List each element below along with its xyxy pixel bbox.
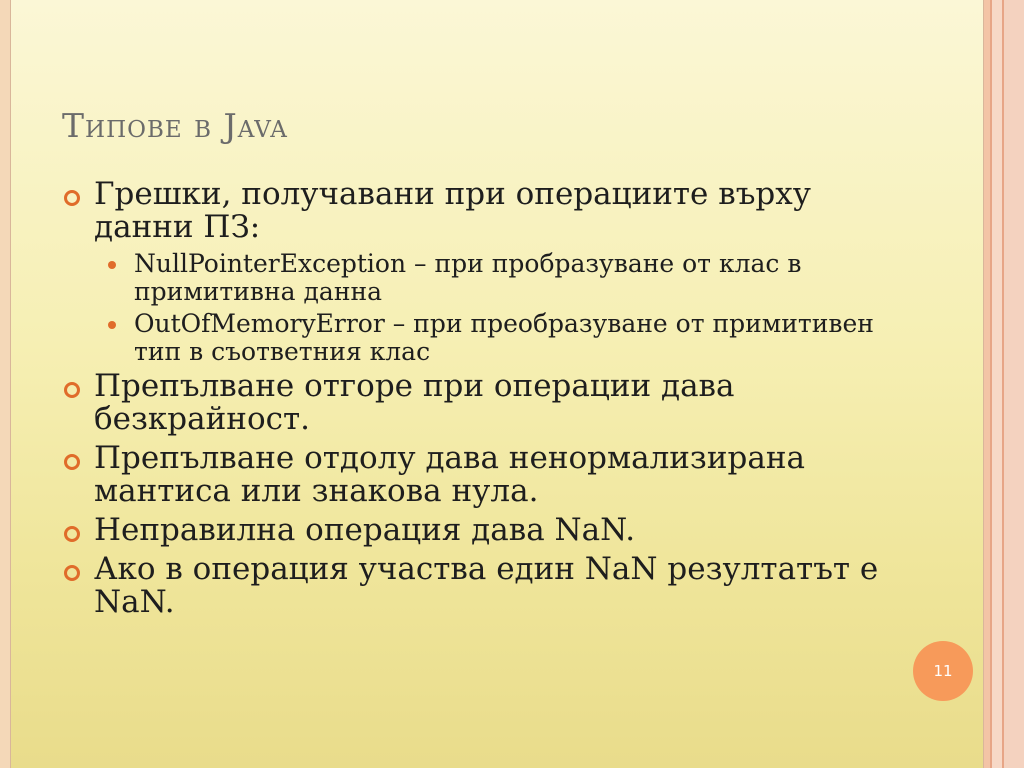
slide-body — [60, 178, 890, 625]
ring-bullet-icon — [64, 565, 80, 581]
stripe — [1004, 0, 1024, 768]
slide-title: Типове в Java — [62, 106, 288, 145]
page-number-badge: 11 — [913, 641, 973, 701]
sub-bullet-text: OutOfMemoryError – при преобразуване от примитивен тип в съответния клас — [134, 309, 874, 366]
ring-bullet-icon — [64, 190, 80, 206]
sub-bullet-text: NullPointerException – при пробразуване от клас в примитивна данна — [134, 249, 802, 306]
bullet-item — [60, 442, 890, 508]
decorative-stripes — [984, 0, 1024, 768]
bullet-item — [60, 514, 890, 547]
bullet-text: Препълване отгоре при операции дава безкрайност. — [94, 368, 735, 437]
bullet-text: Неправилна операция дава NaN. — [94, 512, 636, 548]
stripe — [992, 0, 1002, 768]
bullet-item — [60, 553, 890, 619]
ring-bullet-icon — [64, 526, 80, 542]
bullet-text: Грешки, получавани при операциите върху данни ПЗ: — [94, 176, 811, 245]
dot-bullet-icon — [108, 261, 116, 269]
bullet-text: Препълване отдолу дава ненормализирана мантиса или знакова нула. — [94, 440, 805, 509]
sub-bullet-item — [60, 250, 890, 306]
ring-bullet-icon — [64, 382, 80, 398]
bullet-item — [60, 370, 890, 436]
ring-bullet-icon — [64, 454, 80, 470]
bullet-text: Ако в операция участва един NaN резултатът е NaN. — [94, 551, 879, 620]
dot-bullet-icon — [108, 321, 116, 329]
sub-bullet-item — [60, 310, 890, 366]
bullet-item — [60, 178, 890, 244]
